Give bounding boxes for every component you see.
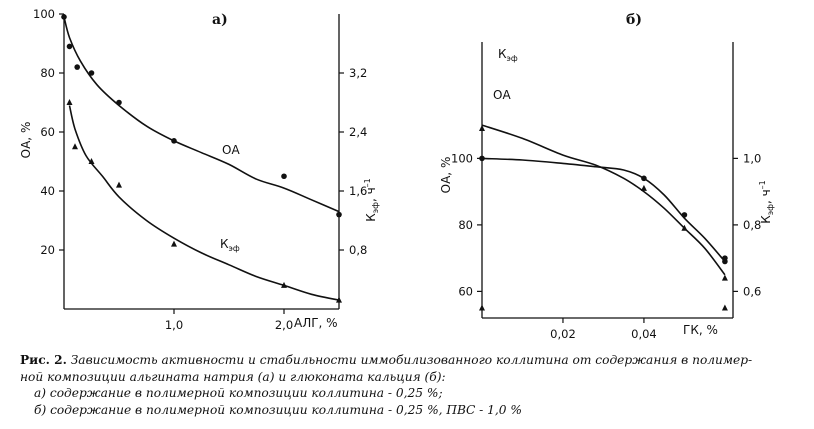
series-label-main: ОА	[222, 143, 240, 157]
caption-line-4: б) содержание в полимерной композиции коллитина - 0,25 %, ПВС - 1,0 %	[34, 402, 523, 417]
x-tick-label: 2,0	[274, 318, 294, 332]
series-label-main: К	[498, 47, 507, 61]
series-label-sub: эф	[506, 54, 518, 63]
data-point	[89, 70, 95, 76]
caption-text-1: Зависимость активности и стабильности иммобилизованного коллитина от содержания в полимер-	[66, 353, 753, 367]
series-label	[498, 47, 518, 63]
data-point	[336, 212, 342, 218]
data-point	[722, 255, 728, 261]
y-right-label-main: К	[364, 213, 378, 222]
data-point	[479, 156, 485, 162]
caption-line-3: а) содержание в полимерной композиции коллитина - 0,25 %;	[34, 386, 443, 400]
data-point	[67, 99, 73, 105]
y-right-label-unit: , ч	[364, 187, 378, 203]
caption-line-1	[20, 352, 810, 369]
y-right-tick-label: 2,4	[349, 125, 368, 139]
data-point	[641, 176, 647, 182]
data-point	[116, 182, 122, 188]
panel-label: б)	[626, 12, 642, 28]
caption-title: Рис. 2.	[20, 353, 67, 367]
y-right-tick-label: 0,8	[349, 243, 368, 257]
series-label-sub: эф	[228, 244, 240, 253]
figure-caption	[20, 352, 810, 418]
chart-panel-1	[19, 7, 380, 332]
series-label-main: К	[220, 237, 229, 251]
data-point	[641, 185, 647, 191]
y-right-axis-label	[363, 178, 380, 222]
y-right-label-exp: –1	[363, 178, 372, 188]
data-point	[67, 44, 73, 50]
y-left-tick-label: 60	[40, 125, 55, 139]
y-left-tick-label: 80	[458, 217, 473, 232]
data-point	[116, 100, 122, 106]
series-label	[493, 88, 511, 102]
y-left-tick-label: 60	[458, 284, 473, 299]
data-point	[61, 14, 67, 20]
y-right-label-sub: эф	[371, 202, 380, 214]
caption-line-2: ной композиции альгината натрия (а) и глюконата кальция (б):	[20, 369, 446, 384]
y-right-tick-label: 1,0	[743, 151, 762, 166]
series-label	[220, 237, 240, 253]
x-tick-label: 0,04	[631, 327, 657, 341]
data-point	[722, 275, 728, 281]
y-right-label-main: К	[759, 215, 773, 224]
series-line	[482, 125, 725, 275]
data-point	[479, 305, 485, 311]
y-right-tick-label: 3,2	[349, 66, 368, 80]
x-axis-label: ГК, %	[683, 323, 718, 337]
data-point	[722, 305, 728, 311]
y-left-axis-label: ОА, %	[439, 156, 453, 194]
x-tick-label: 1,0	[164, 318, 184, 332]
panel-label: а)	[212, 12, 228, 28]
x-axis-label: АЛГ, %	[294, 316, 338, 330]
y-left-tick-label: 20	[40, 243, 55, 257]
y-right-tick-label: 0,8	[743, 217, 762, 232]
y-left-tick-label: 100	[33, 7, 55, 21]
y-left-axis-label: ОА, %	[19, 121, 33, 159]
data-point	[72, 143, 78, 149]
data-point	[281, 173, 287, 179]
y-right-tick-label: 1,6	[349, 184, 368, 198]
data-point	[682, 212, 688, 218]
data-point	[171, 138, 177, 144]
y-right-label-exp: –1	[758, 180, 767, 190]
data-point	[171, 241, 177, 247]
series-label	[222, 143, 240, 157]
series-line	[70, 106, 340, 301]
y-left-tick-label: 80	[40, 66, 55, 80]
data-point	[74, 64, 80, 70]
y-left-tick-label: 100	[451, 151, 473, 166]
series-line	[64, 17, 339, 212]
y-right-label-unit: , ч	[759, 189, 773, 205]
series-line	[482, 158, 725, 261]
x-tick-label: 0,02	[550, 327, 576, 341]
y-left-tick-label: 40	[40, 184, 55, 198]
y-right-tick-label: 0,6	[743, 284, 762, 299]
y-right-label-sub: эф	[766, 204, 775, 216]
chart-panel-2	[439, 12, 775, 341]
y-right-axis-label	[758, 180, 775, 224]
series-label-main: ОА	[493, 88, 511, 102]
